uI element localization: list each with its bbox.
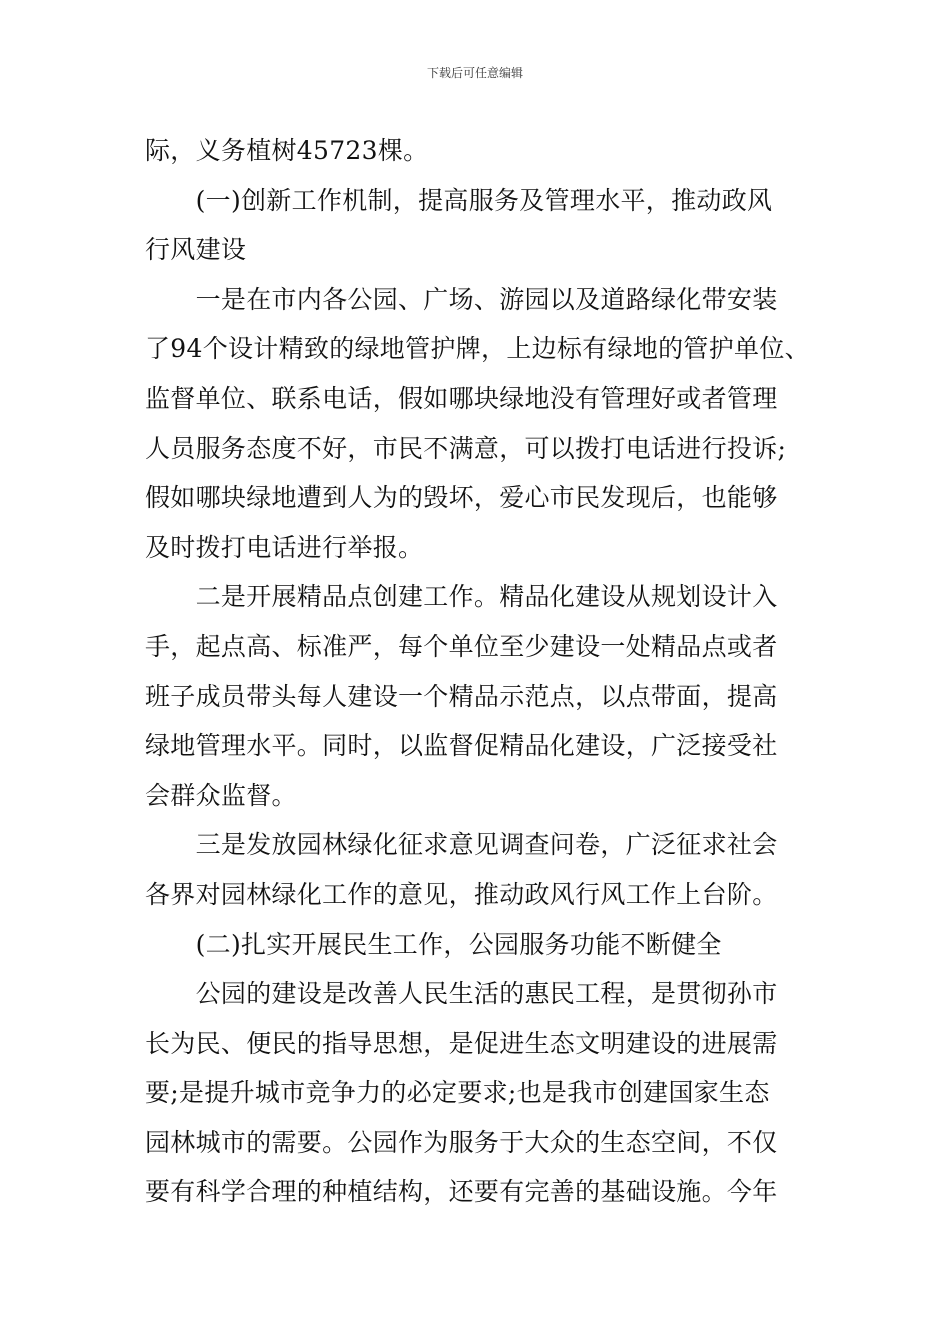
text-line: 二是开展精品点创建工作。精品化建设从规划设计入 [145,582,778,612]
text-line: 各界对园林绿化工作的意见，推动政风行风工作上台阶。 [145,879,778,909]
paragraph-management-signs [145,275,810,573]
paragraph-section-one-heading [145,176,810,275]
text-line: 人员服务态度不好，市民不满意，可以拨打电话进行投诉; [145,433,787,463]
text-line: 监督单位、联系电话，假如哪块绿地没有管理好或者管理 [145,383,778,413]
text-line: 假如哪块绿地遭到人为的毁坏，爱心市民发现后，也能够 [145,483,778,513]
text-line: 班子成员带头每人建设一个精品示范点，以点带面，提高 [145,681,778,711]
page-header: 下载后可任意编辑 [426,66,523,80]
text-line: 手，起点高、标准严，每个单位至少建设一处精品点或者 [145,631,778,661]
text-line: 会群众监督。 [145,780,297,810]
paragraph-survey [145,820,810,919]
document-body [145,126,810,1217]
paragraph-quality-sites [145,572,810,820]
text-line: 要;是提升城市竞争力的必定要求;也是我市创建国家生态 [145,1078,770,1108]
text-line: (一)创新工作机制，提高服务及管理水平，推动政风 [145,185,773,215]
text-line: 绿地管理水平。同时，以监督促精品化建设，广泛接受社 [145,731,778,761]
text-line: 及时拨打电话进行举报。 [145,532,424,562]
paragraph-section-two-heading [145,920,810,970]
text-line: 际，义务植树45723棵。 [145,136,429,165]
text-line: 了94个设计精致的绿地管护牌，上边标有绿地的管护单位、 [145,334,810,364]
text-line: 公园的建设是改善人民生活的惠民工程，是贯彻孙市 [145,979,778,1009]
text-line: 园林城市的需要。公园作为服务于大众的生态空间，不仅 [145,1127,778,1157]
paragraph-park-construction [145,969,810,1217]
paragraph-tree-planting [145,126,810,176]
text-line: 行风建设 [145,235,247,265]
text-line: (二)扎实开展民生工作，公园服务功能不断健全 [145,929,722,959]
text-line: 要有科学合理的种植结构，还要有完善的基础设施。今年 [145,1177,778,1207]
text-line: 一是在市内各公园、广场、游园以及道路绿化带安装 [145,284,778,314]
text-line: 三是发放园林绿化征求意见调查问卷，广泛征求社会 [145,830,778,860]
text-line: 长为民、便民的指导思想，是促进生态文明建设的进展需 [145,1028,778,1058]
